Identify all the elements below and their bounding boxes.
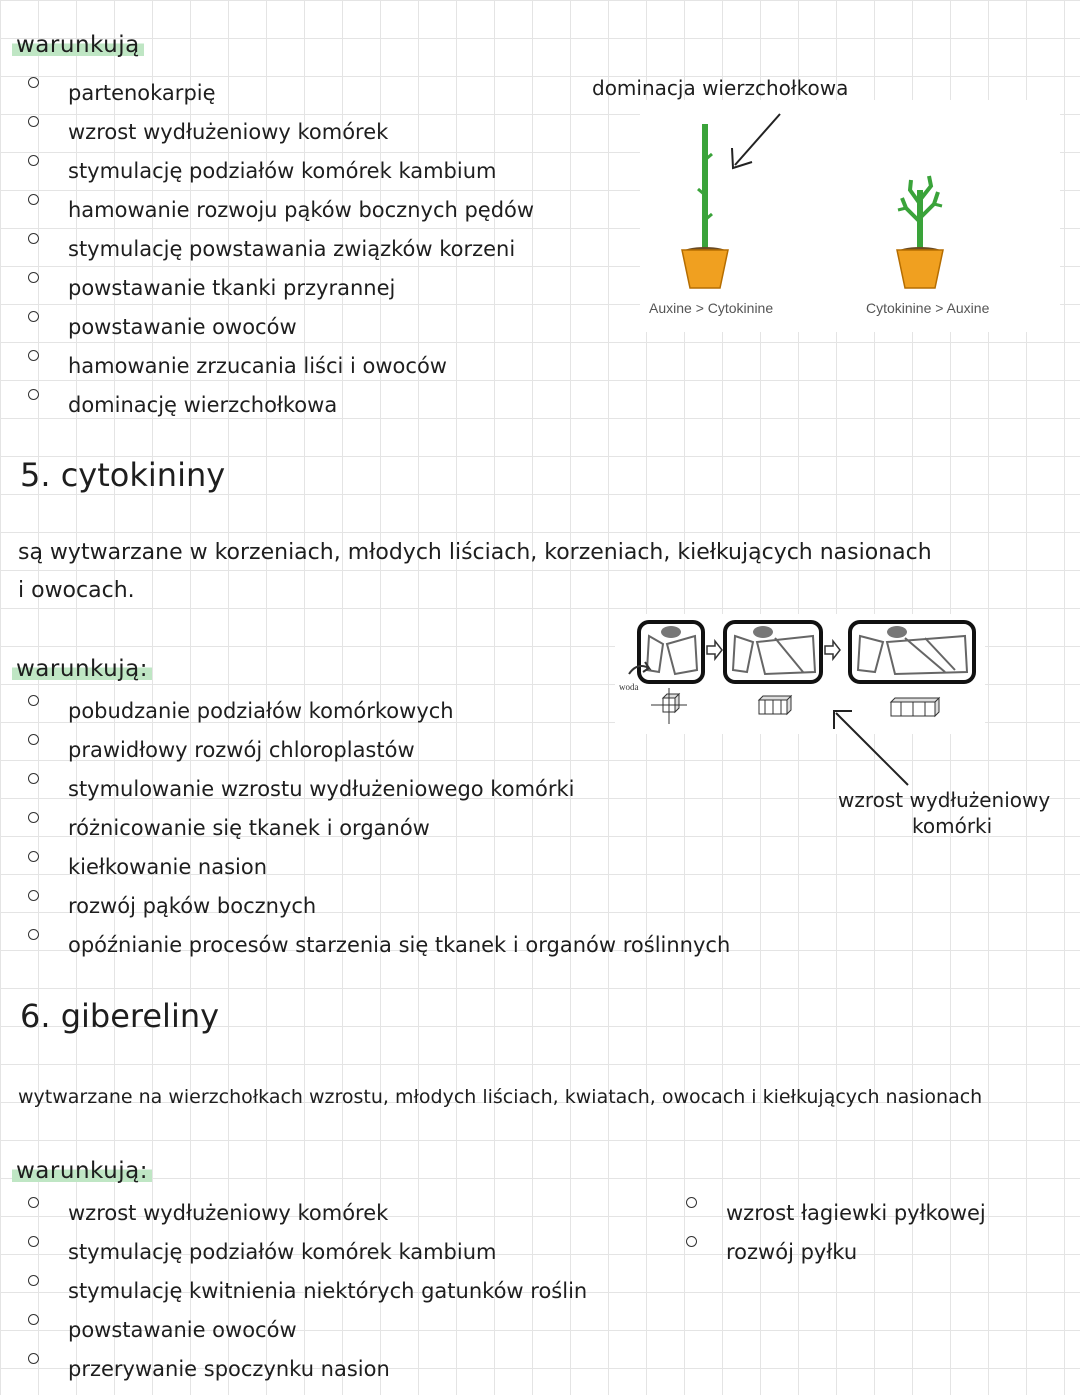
cell-nucleus bbox=[887, 626, 907, 638]
list-item: wzrost wydłużeniowy komórek bbox=[28, 1200, 587, 1239]
bullet-icon bbox=[28, 773, 39, 784]
list-item: rozwój pąków bocznych bbox=[28, 893, 730, 932]
section5-text-line2: i owocach. bbox=[18, 578, 135, 603]
bullet-icon bbox=[28, 695, 39, 706]
section4-heading: warunkują bbox=[12, 32, 144, 58]
list-item: opóźnianie procesów starzenia się tkanek i organów roślinnych bbox=[28, 932, 730, 971]
caption-left: Auxine > Cytokinine bbox=[649, 300, 774, 316]
section4-list bbox=[28, 80, 534, 431]
cell-elongation-figure bbox=[615, 614, 985, 734]
pot-icon bbox=[897, 250, 943, 288]
list-item: powstawanie owoców bbox=[28, 314, 534, 353]
list-item: różnicowanie się tkanek i organów bbox=[28, 815, 730, 854]
bullet-icon bbox=[28, 1197, 39, 1208]
bullet-icon bbox=[28, 116, 39, 127]
bullet-icon bbox=[28, 311, 39, 322]
bullet-icon bbox=[28, 233, 39, 244]
annotation-arrow-line bbox=[836, 713, 908, 785]
section6-list-left bbox=[28, 1200, 587, 1395]
bullet-icon bbox=[28, 812, 39, 823]
bullet-icon bbox=[28, 272, 39, 283]
list-item: stymulację kwitnienia niektórych gatunków roślin bbox=[28, 1278, 587, 1317]
list-item: stymulację powstawania związków korzeni bbox=[28, 236, 534, 275]
plant-stem bbox=[702, 124, 708, 250]
bullet-icon bbox=[28, 389, 39, 400]
bullet-icon bbox=[28, 350, 39, 361]
list-item: powstawanie owoców bbox=[28, 1317, 587, 1356]
annotation-line2: komórki bbox=[912, 814, 993, 838]
section6-title: 6. gibereliny bbox=[20, 997, 220, 1035]
cell-nucleus bbox=[753, 626, 773, 638]
section5-list bbox=[28, 698, 730, 971]
bullet-icon bbox=[28, 77, 39, 88]
list-item: dominację wierzchołkowa bbox=[28, 392, 534, 431]
bullet-icon bbox=[28, 929, 39, 940]
list-item: pobudzanie podziałów komórkowych bbox=[28, 698, 730, 737]
bullet-icon bbox=[28, 194, 39, 205]
pot-icon bbox=[682, 250, 728, 288]
annotation-arrow bbox=[828, 705, 918, 790]
annotation-line1: wzrost wydłużeniowy bbox=[838, 788, 1051, 812]
cell-nucleus bbox=[661, 626, 681, 638]
list-item: hamowanie rozwoju pąków bocznych pędów bbox=[28, 197, 534, 236]
list-item: prawidłowy rozwój chloroplastów bbox=[28, 737, 730, 776]
list-item: przerywanie spoczynku nasion bbox=[28, 1356, 587, 1395]
bullet-icon bbox=[28, 155, 39, 166]
bullet-icon bbox=[28, 1353, 39, 1364]
section5-text-line1: są wytwarzane w korzeniach, młodych liściach, korzeniach, kiełkujących nasionach bbox=[18, 540, 932, 565]
list-item: partenokarpię bbox=[28, 80, 534, 119]
list-item: stymulowanie wzrostu wydłużeniowego komórki bbox=[28, 776, 730, 815]
bullet-icon bbox=[28, 851, 39, 862]
list-item: wzrost łagiewki pyłkowej bbox=[686, 1200, 986, 1239]
section5-heading: warunkują: bbox=[12, 656, 152, 682]
list-item: hamowanie zrzucania liści i owoców bbox=[28, 353, 534, 392]
bullet-icon bbox=[28, 890, 39, 901]
bullet-icon bbox=[28, 1275, 39, 1286]
list-item: kiełkowanie nasion bbox=[28, 854, 730, 893]
section6-list-right bbox=[686, 1200, 986, 1278]
list-item: stymulację podziałów komórek kambium bbox=[28, 158, 534, 197]
bullet-icon bbox=[28, 1314, 39, 1325]
bullet-icon bbox=[686, 1197, 697, 1208]
water-label: woda bbox=[619, 682, 639, 692]
list-item: stymulację podziałów komórek kambium bbox=[28, 1239, 587, 1278]
list-item: wzrost wydłużeniowy komórek bbox=[28, 119, 534, 158]
apical-dominance-title: dominacja wierzchołkowa bbox=[592, 76, 849, 100]
section6-text: wytwarzane na wierzchołkach wzrostu, młodych liściach, kwiatach, owocach i kiełkujących nasionach bbox=[18, 1086, 983, 1108]
caption-right: Cytokinine > Auxine bbox=[866, 300, 990, 316]
bullet-icon bbox=[28, 1236, 39, 1247]
section5-title: 5. cytokininy bbox=[20, 456, 226, 494]
apical-dominance-figure bbox=[620, 100, 1060, 335]
list-item: rozwój pyłku bbox=[686, 1239, 986, 1278]
section6-heading: warunkują: bbox=[12, 1158, 152, 1184]
cell-block-icon bbox=[759, 696, 791, 714]
list-item: powstawanie tkanki przyrannej bbox=[28, 275, 534, 314]
plant-leaf bbox=[898, 208, 906, 210]
bullet-icon bbox=[686, 1236, 697, 1247]
bullet-icon bbox=[28, 734, 39, 745]
plant-leaf bbox=[934, 204, 942, 206]
